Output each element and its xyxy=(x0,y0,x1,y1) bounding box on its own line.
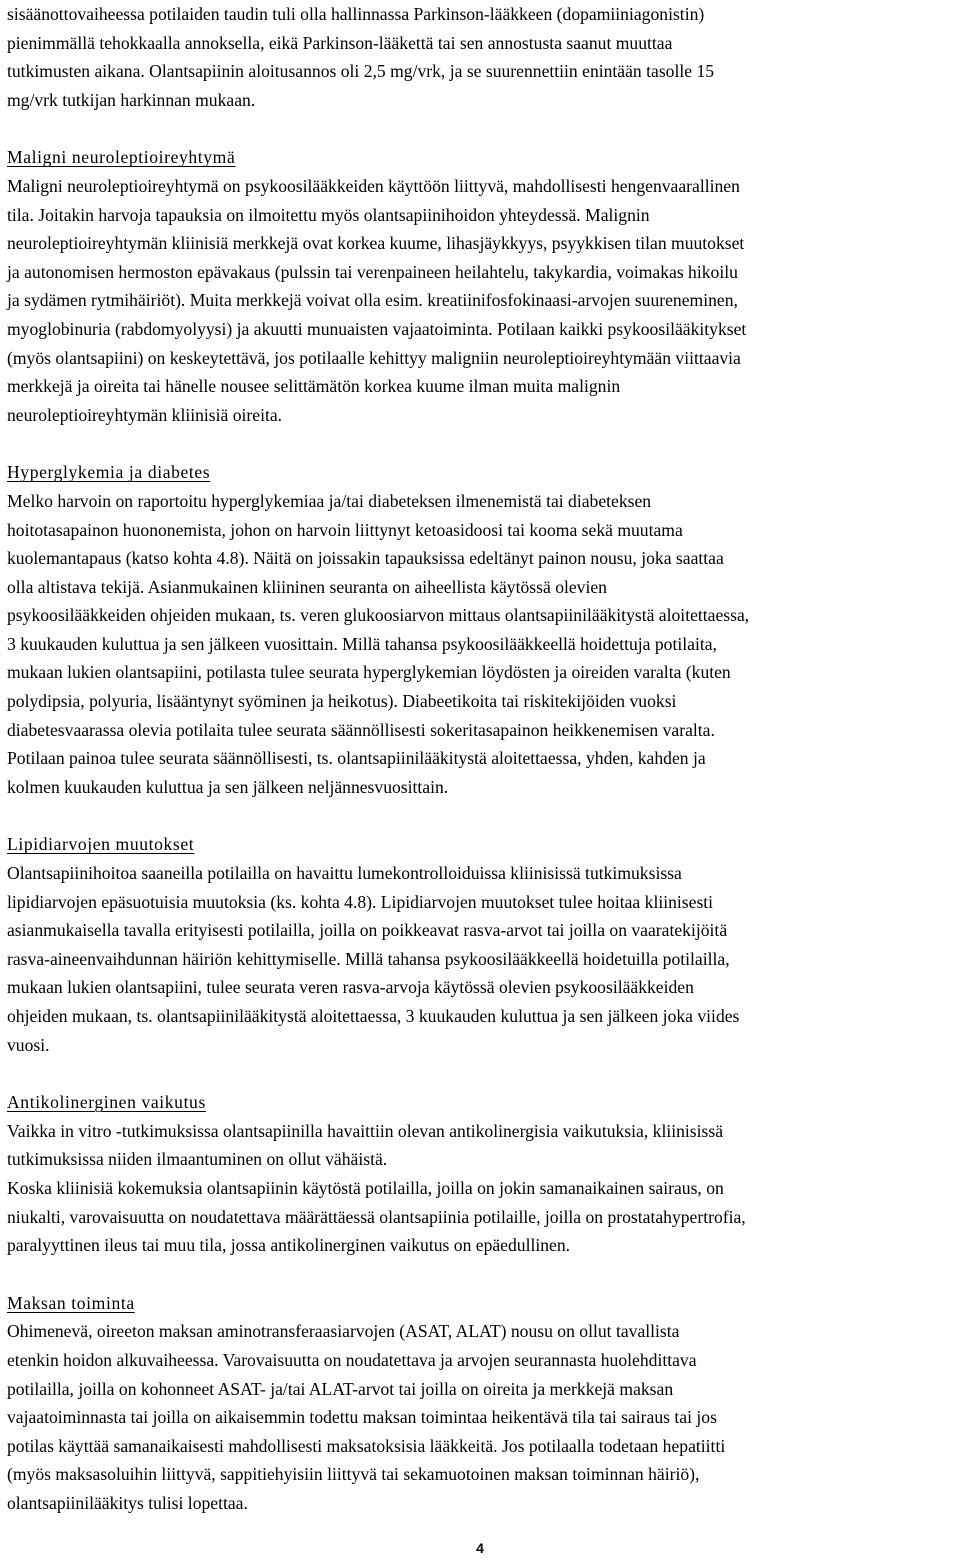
document-page xyxy=(7,0,955,1518)
section-maksan-toiminta xyxy=(7,1289,955,1518)
intro-paragraph: sisäänottovaiheessa potilaiden taudin tuli olla hallinnassa Parkinson-lääkkeen (dopamiiniagonistin) pienimmällä tehokkaalla annoksella, eikä Parkinson-lääkettä tai sen annostusta saanut muuttaa tutkimusten aikana. Olantsapiinin aloitusannos oli 2,5 mg/vrk, ja se suurennettiin enintään tasolle 15 mg/vrk tutkijan harkinnan mukaan. xyxy=(7,4,715,110)
section-body: Melko harvoin on raportoitu hyperglykemiaa ja/tai diabeteksen ilmenemistä tai diabeteksen hoitotasapainon huononemista, johon on harvoin liittynyt ketoasidoosi tai kooma sekä muutama kuolemantapaus (katso kohta 4.8). Näitä on joissakin tapauksissa edeltänyt painon nousu, joka saattaa olla altistava tekijä. Asianmukainen kliininen seuranta on aiheellista käytössä olevien psykoosilääkkeiden ohjeiden mukaan, ts. veren glukoosiarvon mittaus olantsapiinilääkitystä aloitettaessa, 3 kuukauden kuluttua ja sen jälkeen vuosittain. Millä tahansa psykoosilääkkeellä hoidettuja potilaita, mukaan lukien olantsapiini, potilasta tulee seurata hyperglykemian löydösten ja oireiden varalta (kuten polydipsia, polyuria, lisääntynyt syöminen ja heikotus). Diabeetikoita tai riskitekijöiden vuoksi diabetesvaarassa olevia potilaita tulee seurata säännöllisesti sokeritasapainon heikkenemisen varalta. Potilaan painoa tulee seurata säännöllisesti, ts. olantsapiinilääkitystä aloitettaessa, yhden, kahden ja kolmen kuukauden kuluttua ja sen jälkeen neljännesvuosittain. xyxy=(7,490,750,797)
section-lipidiarvojen-muutokset xyxy=(7,830,955,1059)
section-antikolinerginen-vaikutus xyxy=(7,1088,955,1260)
page-number: 4 xyxy=(476,1540,484,1556)
section-body: Vaikka in vitro -tutkimuksissa olantsapiinilla havaittiin olevan antikolinergisia vaikutuksia, kliinisissä tutkimuksissa niiden ilmaantuminen on ollut vähäistä. Koska kliinisiä kokemuksia olantsapiinin käytöstä potilailla, joilla on jokin samanaikainen sairaus, on niukalti, varovaisuutta on noudatettava määrättäessä olantsapiinia potilaille, joilla on prostatahypertrofia, paralyyttinen ileus tai muu tila, jossa antikolinerginen vaikutus on epäedullinen. xyxy=(7,1120,746,1256)
section-body: Maligni neuroleptioireyhtymä on psykoosilääkkeiden käyttöön liittyvä, mahdollisesti hengenvaarallinen tila. Joitakin harvoja tapauksia on ilmoitettu myös olantsapiinihoidon yhteydessä. Malignin neuroleptioireyhtymän kliinisiä merkkejä ovat korkea kuume, lihasjäykkyys, psyykkisen tilan muutokset ja autonomisen hermoston epävakaus (pulssin tai verenpaineen heilahtelu, takykardia, voimakas hikoilu ja sydämen rytmihäiriöt). Muita merkkejä voivat olla esim. kreatiinifosfokinaasi-arvojen suureneminen, myoglobinuria (rabdomyolyysi) ja akuutti munuaisten vajaatoiminta. Potilaan kaikki psykoosilääkitykset (myös olantsapiini) on keskeytettävä, jos potilaalle kehittyy maligniin neuroleptioireyhtymään viittaavia merkkejä ja oireita tai hänelle nousee selittämätön korkea kuume ilman muita malignin neuroleptioireyhtymän kliinisiä oireita. xyxy=(7,175,747,425)
section-maligni-neuroleptioireyhtyma xyxy=(7,143,955,429)
section-heading: Hyperglykemia ja diabetes xyxy=(7,462,211,483)
section-heading: Maksan toiminta xyxy=(7,1292,135,1313)
section-hyperglykemia-ja-diabetes xyxy=(7,458,955,801)
section-heading: Lipidiarvojen muutokset xyxy=(7,834,195,855)
section-heading: Maligni neuroleptioireyhtymä xyxy=(7,147,236,168)
section-body: Olantsapiinihoitoa saaneilla potilailla on havaittu lumekontrolloiduissa kliinisissä tutkimuksissa lipidiarvojen epäsuotuisia muutoksia (ks. kohta 4.8). Lipidiarvojen muutokset tulee hoitaa kliinisesti asianmukaisella tavalla erityisesti potilailla, joilla on poikkeavat rasva-arvot tai joilla on vaaratekijöitä rasva-aineenvaihdunnan häiriön kehittymiselle. Millä tahansa psykoosilääkkeellä hoidetuilla potilailla, mukaan lukien olantsapiini, tulee seurata veren rasva-arvoja käytössä olevien psykoosilääkkeiden ohjeiden mukaan, ts. olantsapiinilääkitystä aloitettaessa, 3 kuukauden kuluttua ja sen jälkeen joka viides vuosi. xyxy=(7,863,740,1055)
section-heading: Antikolinerginen vaikutus xyxy=(7,1092,206,1113)
section-body: Ohimenevä, oireeton maksan aminotransferaasiarvojen (ASAT, ALAT) nousu on ollut tavallista etenkin hoidon alkuvaiheessa. Varovaisuutta on noudatettava ja arvojen seurannasta huolehdittava potilailla, joilla on kohonneet ASAT- ja/tai ALAT-arvot tai joilla on oireita ja merkkejä maksan vajaatoiminnasta tai joilla on aikaisemmin todettu maksan toimintaa heikentävä tila tai sairaus tai jos potilas käyttää samanaikaisesti mahdollisesti maksatoksisia lääkkeitä. Jos potilaalla todetaan hepatiitti (myös maksasoluihin liittyvä, sappitiehyisiin liittyvä tai sekamuotoinen maksan toiminnan häiriö), olantsapiinilääkitys tulisi lopettaa. xyxy=(7,1321,726,1513)
